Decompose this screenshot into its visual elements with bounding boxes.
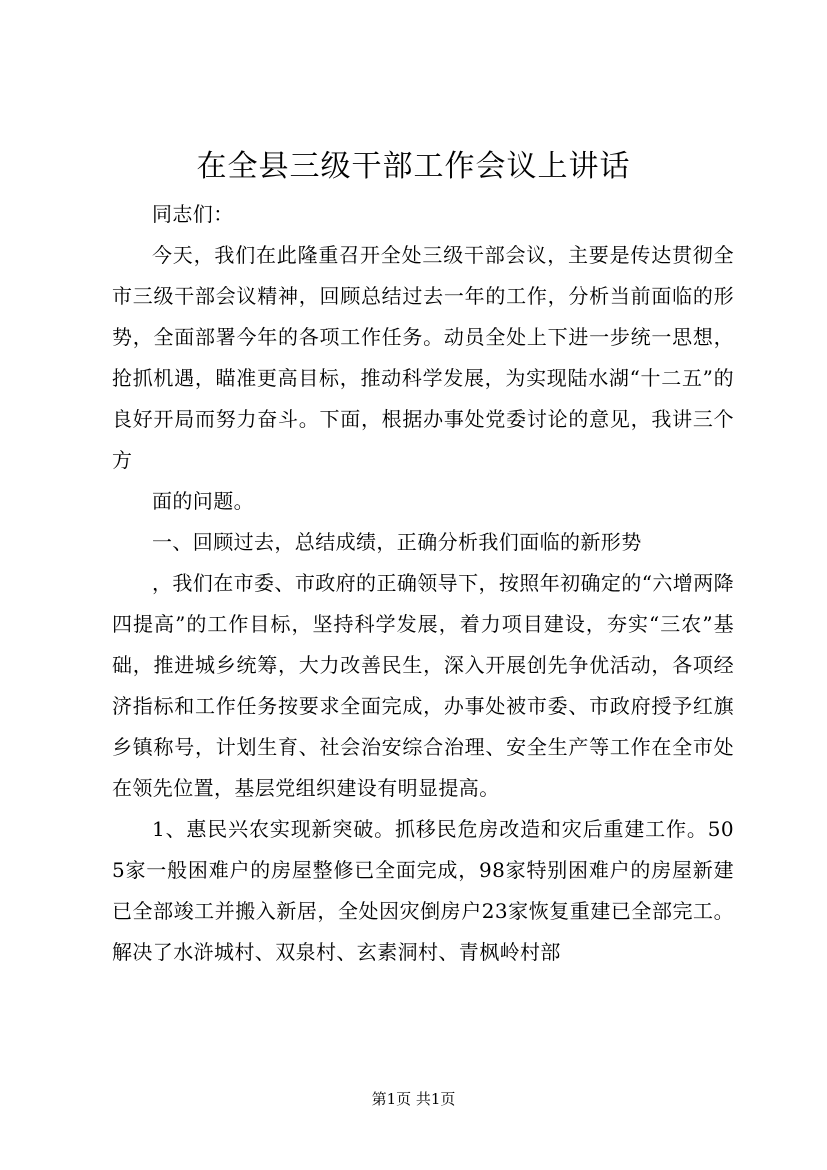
paragraph-review: ，我们在市委、市政府的正确领导下，按照年初确定的“六增两降四提高”的工作目标，坚持科学发展，着力项目建设，夯实“三农”基础，推进城乡统筹，大力改善民生，深入开展创先争优活动，各项经济指标和工作任务按要求全面完成，办事处被市委、市政府授予红旗乡镇称号，计划生育、社会治安综合治理、安全生产等工作在全市处在领先位置，基层党组织建设有明显提高。: [112, 571, 734, 800]
salutation: 同志们：: [152, 202, 234, 226]
paragraph-intro-continued: 面的问题。: [152, 489, 254, 513]
paragraph-intro: 今天，我们在此隆重召开全处三级干部会议，主要是传达贯彻全市三级干部会议精神，回顾总结过去一年的工作，分析当前面临的形势，全面部署今年的各项工作任务。动员全处上下进一步统一思想，抢抓机遇，瞄准更高目标，推动科学发展，为实现陆水湖“十二五”的良好开局而努力奋斗。下面，根据办事处党委讨论的意见，我讲三个方: [112, 243, 734, 472]
page-number-footer: 第1页 共1页: [371, 1090, 456, 1108]
document-title: 在全县三级干部工作会议上讲话: [196, 149, 631, 184]
document-body: [112, 194, 734, 973]
section-heading-1: 一、回顾过去，总结成绩，正确分析我们面临的新形势: [152, 530, 642, 554]
paragraph-item-1: 1、惠民兴农实现新突破。抓移民危房改造和灾后重建工作。505家一般困难户的房屋整修已全面完成，98家特别困难户的房屋新建已全部竣工并搬入新居，全处因灾倒房户23家恢复重建已全部完工。解决了水浒城村、双泉村、玄素洞村、青枫岭村部: [112, 817, 734, 964]
